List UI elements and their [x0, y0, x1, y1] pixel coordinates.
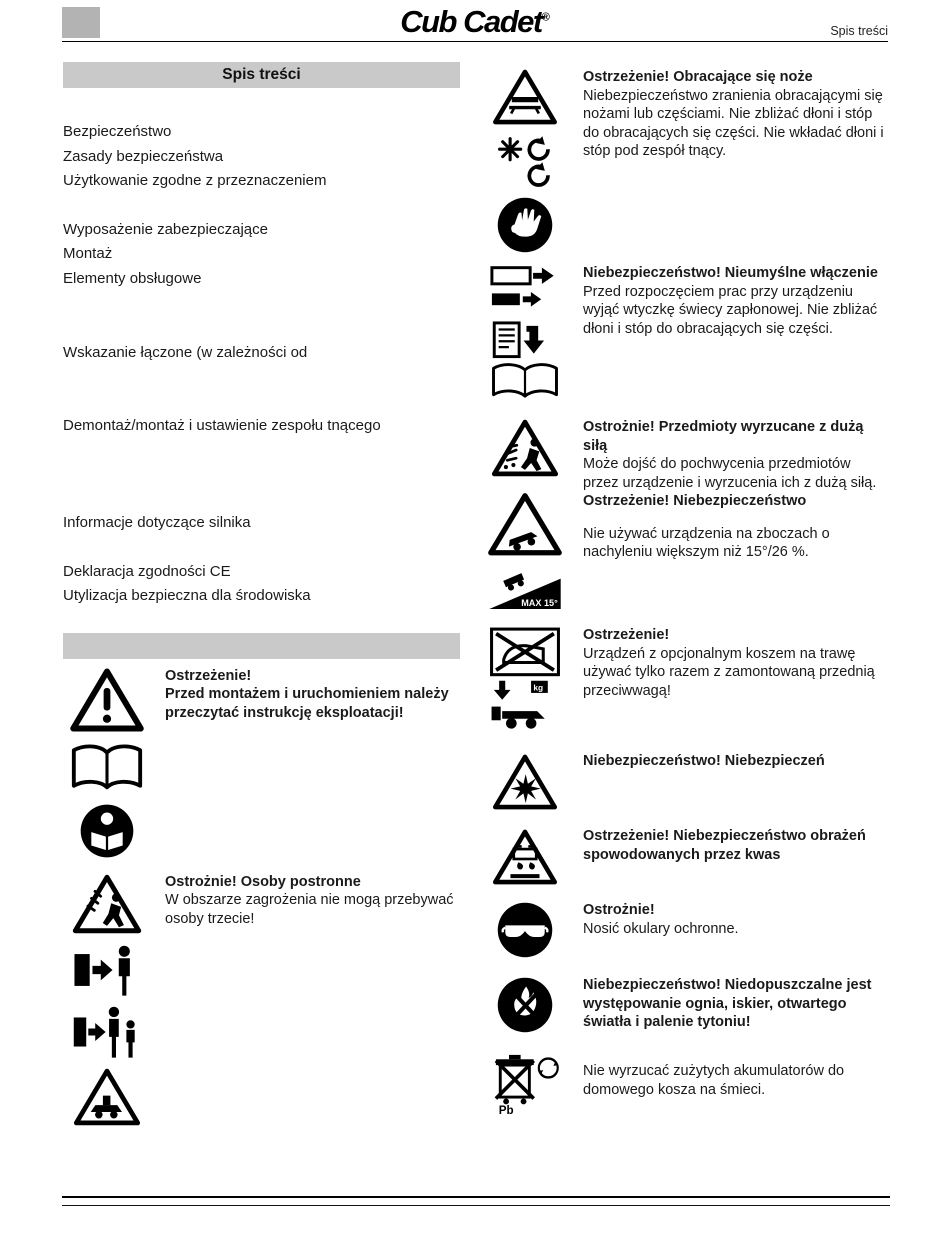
- warning-item: [485, 264, 890, 402]
- thrown-objects-triangle-icon: [488, 418, 562, 478]
- warning-text: [583, 68, 885, 161]
- warning-item: [485, 752, 890, 812]
- warning-title: Ostrożnie! Osoby postronne: [165, 873, 361, 890]
- warning-item: [485, 1052, 890, 1116]
- warning-item: [485, 68, 890, 254]
- toc-list: [63, 120, 460, 609]
- footer-rule-thin: [62, 1205, 890, 1206]
- warning-text: [583, 418, 885, 492]
- warning-item: [485, 976, 890, 1034]
- toc-item: Użytkowanie zgodne z przeznaczeniem: [63, 172, 327, 189]
- warning-title: Ostrzeżenie! Niebezpieczeństwo obrażeń spowodowanych przez kwas: [583, 828, 866, 863]
- service-manual-icon: [488, 320, 562, 402]
- read-instructions-book-icon: [68, 741, 146, 795]
- toc-item: Wyposażenie zabezpieczające: [63, 220, 268, 238]
- footer-rule-thick: [62, 1196, 890, 1198]
- right-column: [485, 62, 890, 1116]
- warning-title: Niebezpieczeństwo! Niedopuszczalne jest występowanie ognia, iskier, otwartego światła i palenie tytoniu!: [583, 977, 872, 1030]
- toc-title: Spis treści: [222, 66, 301, 83]
- warning-icon-stack: [485, 827, 565, 887]
- warning-title: Ostrożnie!: [583, 902, 655, 918]
- warning-body: Nie wyrzucać zużytych akumulatorów do domowego kosza na śmieci.: [583, 1063, 845, 1098]
- battery-pb-label: Pb: [498, 1103, 514, 1116]
- bystander-danger-triangle-icon: [69, 873, 145, 935]
- read-manual-person-icon: [79, 803, 135, 859]
- warning-body: Może dojść do pochwycenia przedmiotów przez urządzenie i wyrzucenia ich z dużą siłą.: [583, 456, 877, 491]
- battery-disposal-icon: [488, 1052, 562, 1116]
- warning-item: [485, 827, 890, 887]
- warning-body: W obszarze zagrożenia nie mogą przebywać osoby trzecie!: [165, 892, 454, 927]
- warning-text: [583, 264, 885, 338]
- warning-text: [583, 827, 885, 864]
- keep-distance-icon: [72, 943, 142, 997]
- ride-on-mower-danger-triangle-icon: [69, 1067, 145, 1127]
- warning-icon-stack: [485, 1052, 565, 1116]
- warning-item: [63, 667, 460, 859]
- toc-item: Zasady bezpieczeństwa: [63, 147, 224, 165]
- warning-body: Przed rozpoczęciem prac przy urządzeniu wyjąć wtyczkę świecy zapłonowej. Nie zbliżać dłoni i stóp do obracających się części.: [583, 283, 878, 337]
- warning-title: Ostrzeżenie!: [583, 627, 670, 643]
- warning-text: [583, 626, 885, 700]
- mower-deck-blade-triangle-icon: [492, 68, 558, 126]
- wear-goggles-icon: [496, 901, 554, 959]
- registered-trademark-icon: ®: [541, 11, 550, 24]
- warning-body: Niebezpieczeństwo zranienia obracającymi się nożami lub częściami. Nie zbliżać dłoni i stóp do obracających się części. Nie wkładać dłoni i stóp pod zespół tnący.: [583, 87, 884, 159]
- warning-icon-stack: [485, 68, 565, 254]
- toc-item: Informacje dotyczące silnika: [63, 514, 251, 531]
- warning-item: [485, 492, 890, 612]
- warning-icon-stack: [485, 264, 565, 402]
- explosion-danger-triangle-icon: [492, 752, 558, 812]
- page-corner-marker: [62, 7, 100, 38]
- warning-text: [165, 667, 459, 723]
- keep-children-away-icon: [68, 1005, 146, 1059]
- running-header: Spis treści: [830, 24, 888, 38]
- warning-body: Przed montażem i uruchomieniem należy przeczytać instrukcję eksploatacji!: [165, 686, 449, 721]
- warning-text: [165, 873, 459, 929]
- warning-icon-stack: [485, 626, 565, 734]
- warning-text: [583, 901, 885, 938]
- remove-spark-plug-icon: [488, 264, 562, 314]
- symbols-section-bar: [63, 633, 460, 659]
- warning-item: [485, 418, 890, 492]
- warning-icon-stack: [63, 873, 151, 1127]
- left-column: [63, 62, 460, 1127]
- warning-item: [485, 626, 890, 734]
- warning-text: [583, 976, 885, 1032]
- header-rule: [62, 41, 888, 42]
- toc-title-bar: [63, 62, 460, 88]
- warning-exclamation-triangle-icon: [67, 667, 147, 733]
- max-slope-label: MAX 15°: [521, 597, 558, 608]
- warning-title: Niebezpieczeństwo! Nieumyślne włączenie: [583, 265, 878, 281]
- warning-icon-stack: [485, 752, 565, 812]
- warning-text: [583, 492, 885, 562]
- hand-injury-prohibition-icon: [496, 196, 554, 254]
- brand-logo-text: Cub Cadet: [400, 4, 542, 39]
- warning-title: Ostrzeżenie! Niebezpieczeństwo: [583, 493, 807, 509]
- no-open-flame-icon: [496, 976, 554, 1034]
- toc-item: Utylizacja bezpieczna dla środowiska: [63, 587, 311, 604]
- warning-body: Nie używać urządzenia na zboczach o nachyleniu większym niż 15°/26 %.: [583, 525, 830, 560]
- acid-danger-triangle-icon: [492, 827, 558, 887]
- warning-icon-stack: [485, 901, 565, 959]
- rotating-parts-prohibition-icon: [494, 132, 556, 190]
- warning-title: Niebezpieczeństwo! Niebezpieczeń: [583, 753, 825, 769]
- slope-danger-triangle-icon: [487, 492, 563, 612]
- brand-logo: [400, 4, 550, 40]
- toc-item: Montaż: [63, 245, 113, 262]
- warning-item: [63, 873, 460, 1127]
- warning-icon-stack: [485, 418, 565, 478]
- toc-item: Elementy obsługowe: [63, 269, 202, 287]
- toc-item: Wskazanie łączone (w zależności od: [63, 344, 308, 361]
- warning-text: [583, 1052, 885, 1099]
- warning-title: Ostrożnie! Przedmioty wyrzucane z dużą siłą: [583, 419, 864, 454]
- grass-catcher-counterweight-icon: [487, 626, 563, 734]
- toc-item: Deklaracja zgodności CE: [63, 562, 231, 580]
- weight-kg-label: kg: [533, 682, 544, 693]
- warning-icon-stack: [63, 667, 151, 859]
- warning-body: Urządzeń z opcjonalnym koszem na trawę używać tylko razem z zamontowaną przednią przeciwwagą!: [583, 645, 875, 699]
- warning-body: Nosić okulary ochronne.: [583, 920, 739, 937]
- toc-item: Bezpieczeństwo: [63, 123, 172, 140]
- toc-item: Demontaż/montaż i ustawienie zespołu tnącego: [63, 416, 381, 434]
- warning-title: Ostrzeżenie! Obracające się noże: [583, 69, 813, 85]
- warning-title: Ostrzeżenie!: [165, 667, 252, 684]
- warning-item: [485, 901, 890, 959]
- warning-icon-stack: [485, 492, 565, 612]
- warning-icon-stack: [485, 976, 565, 1034]
- warning-text: [583, 752, 885, 771]
